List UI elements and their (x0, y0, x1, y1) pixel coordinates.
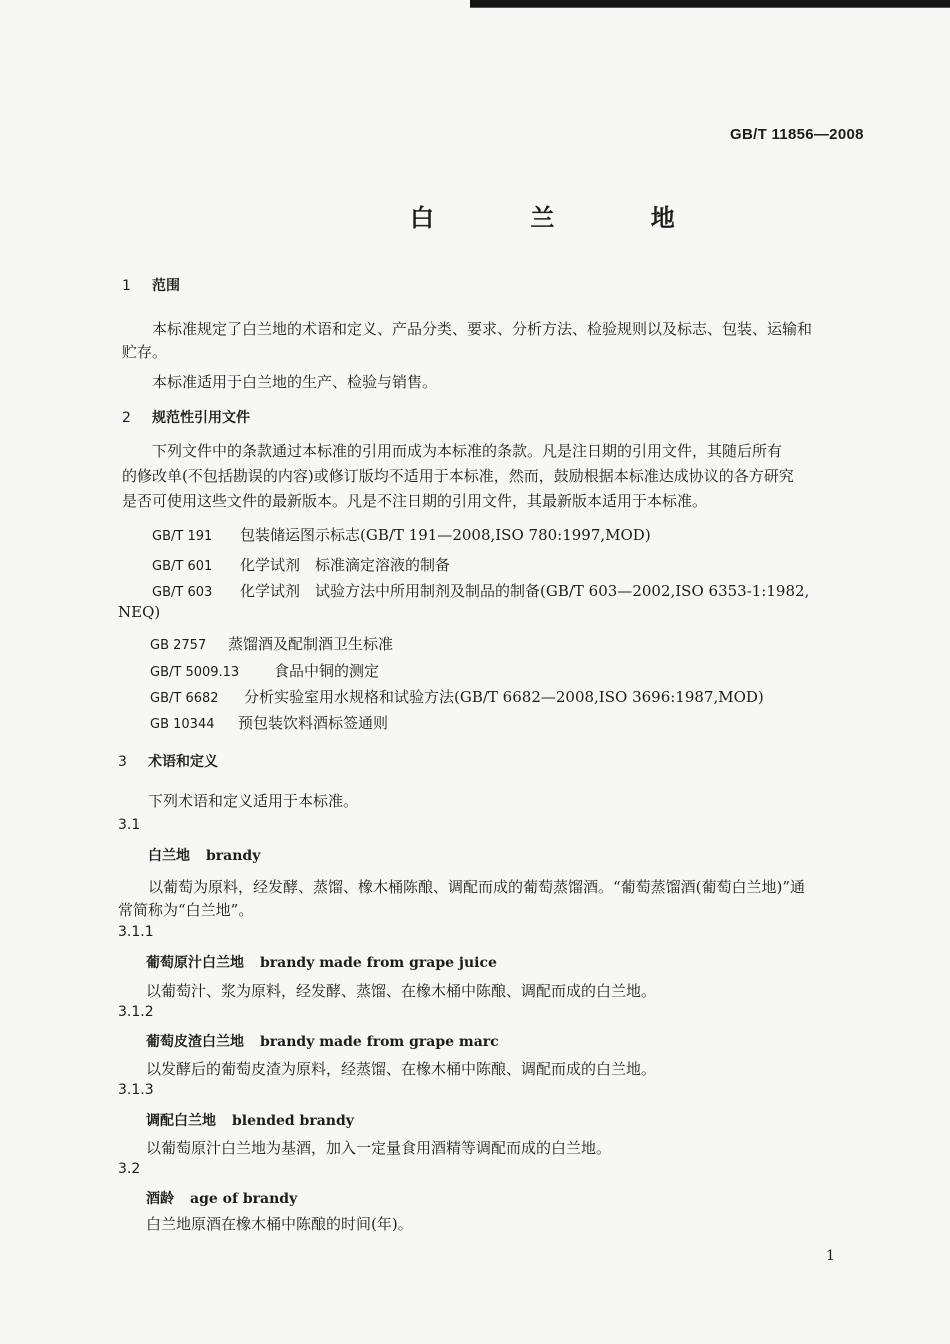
section-3-heading (118, 751, 218, 771)
reference-item (150, 660, 379, 681)
term-entry (146, 1110, 354, 1130)
clause-number: 3.1.3 (118, 1082, 154, 1098)
section-1-para-1-line-1: 本标准规定了白兰地的术语和定义、产品分类、要求、分析方法、检验规则以及标志、包装、运输和 (152, 320, 813, 338)
term-english: brandy made from grape marc (260, 1034, 499, 1050)
term-english: brandy (206, 848, 261, 864)
reference-code: GB/T 191 (152, 529, 213, 544)
term-definition: 以葡萄汁、浆为原料，经发酵、蒸馏、在橡木桶中陈酿、调配而成的白兰地。 (146, 982, 657, 1000)
section-1-para-2: 本标准适用于白兰地的生产、检验与销售。 (152, 373, 438, 391)
term-entry (146, 1031, 499, 1051)
reference-title: 分析实验室用水规格和试验方法(GB/T 6682—2008,ISO 3696:1987,MOD) (244, 688, 764, 706)
term-english: brandy made from grape juice (260, 955, 497, 971)
section-2-number: 2 (122, 410, 131, 426)
term-entry (146, 1188, 297, 1208)
section-3-intro: 下列术语和定义适用于本标准。 (148, 792, 359, 810)
section-3-title: 术语和定义 (148, 754, 218, 770)
section-2-para-line-3: 是否可使用这些文件的最新版本。凡是不注日期的引用文件，其最新版本适用于本标准。 (122, 492, 708, 510)
term-chinese: 葡萄皮渣白兰地 (146, 1034, 244, 1050)
standard-number: GB/T 11856—2008 (730, 126, 864, 143)
reference-code: GB/T 5009.13 (150, 665, 240, 680)
reference-code: GB 10344 (150, 717, 215, 732)
reference-item (152, 580, 809, 601)
section-2-title: 规范性引用文件 (152, 410, 250, 426)
section-1-para-1-line-2: 贮存。 (122, 343, 168, 361)
term-chinese: 白兰地 (148, 848, 190, 864)
section-1-title: 范围 (152, 278, 180, 294)
reference-title: 包装储运图示标志(GB/T 191—2008,ISO 780:1997,MOD) (240, 526, 651, 544)
term-definition: 以葡萄原汁白兰地为基酒，加入一定量食用酒精等调配而成的白兰地。 (146, 1139, 612, 1157)
scan-top-bar-edge (470, 7, 950, 8)
term-english: age of brandy (190, 1191, 298, 1207)
term-chinese: 酒龄 (146, 1191, 174, 1207)
term-chinese: 葡萄原汁白兰地 (146, 955, 244, 971)
term-definition-line-1: 以葡萄为原料，经发酵、蒸馏、橡木桶陈酿、调配而成的葡萄蒸馏酒。“葡萄蒸馏酒(葡萄白兰地)”通 (148, 878, 806, 896)
reference-item (150, 712, 388, 733)
document-title: 白 兰 地 (410, 204, 719, 232)
scan-top-bar (470, 0, 950, 7)
section-2-para-line-2: 的修改单(不包括勘误的内容)或修订版均不适用于本标准，然而，鼓励根据本标准达成协议的各方研究 (122, 467, 794, 485)
term-definition-line-2: 常简称为“白兰地”。 (118, 901, 254, 919)
reference-item (152, 524, 651, 545)
page-number: 1 (826, 1248, 835, 1264)
reference-title: 预包装饮料酒标签通则 (238, 714, 389, 732)
reference-title-continued: NEQ) (118, 603, 161, 621)
term-definition: 以发酵后的葡萄皮渣为原料，经蒸馏、在橡木桶中陈酿、调配而成的白兰地。 (146, 1060, 657, 1078)
clause-number: 3.1.2 (118, 1004, 154, 1020)
section-3-number: 3 (118, 754, 127, 770)
reference-item (152, 554, 450, 575)
clause-number: 3.1 (118, 817, 141, 833)
section-2-para-line-1: 下列文件中的条款通过本标准的引用而成为本标准的条款。凡是注日期的引用文件，其随后所有 (152, 442, 783, 460)
reference-title: 化学试剂 试验方法中所用制剂及制品的制备(GB/T 603—2002,ISO 6353-1:1982, (240, 582, 810, 600)
reference-code: GB 2757 (150, 638, 207, 653)
section-2-heading (122, 407, 250, 427)
term-chinese: 调配白兰地 (146, 1113, 216, 1129)
clause-number: 3.1.1 (118, 924, 154, 940)
reference-item (150, 633, 393, 654)
reference-title: 化学试剂 标准滴定溶液的制备 (240, 556, 451, 574)
section-1-number: 1 (122, 278, 131, 294)
reference-title: 蒸馏酒及配制酒卫生标准 (228, 635, 394, 653)
reference-title: 食品中铜的测定 (274, 662, 380, 680)
term-definition: 白兰地原酒在橡木桶中陈酿的时间(年)。 (146, 1215, 413, 1233)
term-english: blended brandy (232, 1113, 354, 1129)
term-entry (148, 845, 260, 865)
reference-code: GB/T 6682 (150, 691, 219, 706)
term-entry (146, 952, 497, 972)
reference-code: GB/T 603 (152, 585, 213, 600)
clause-number: 3.2 (118, 1161, 141, 1177)
section-1-heading (122, 275, 180, 295)
reference-item (150, 686, 764, 707)
reference-code: GB/T 601 (152, 559, 213, 574)
